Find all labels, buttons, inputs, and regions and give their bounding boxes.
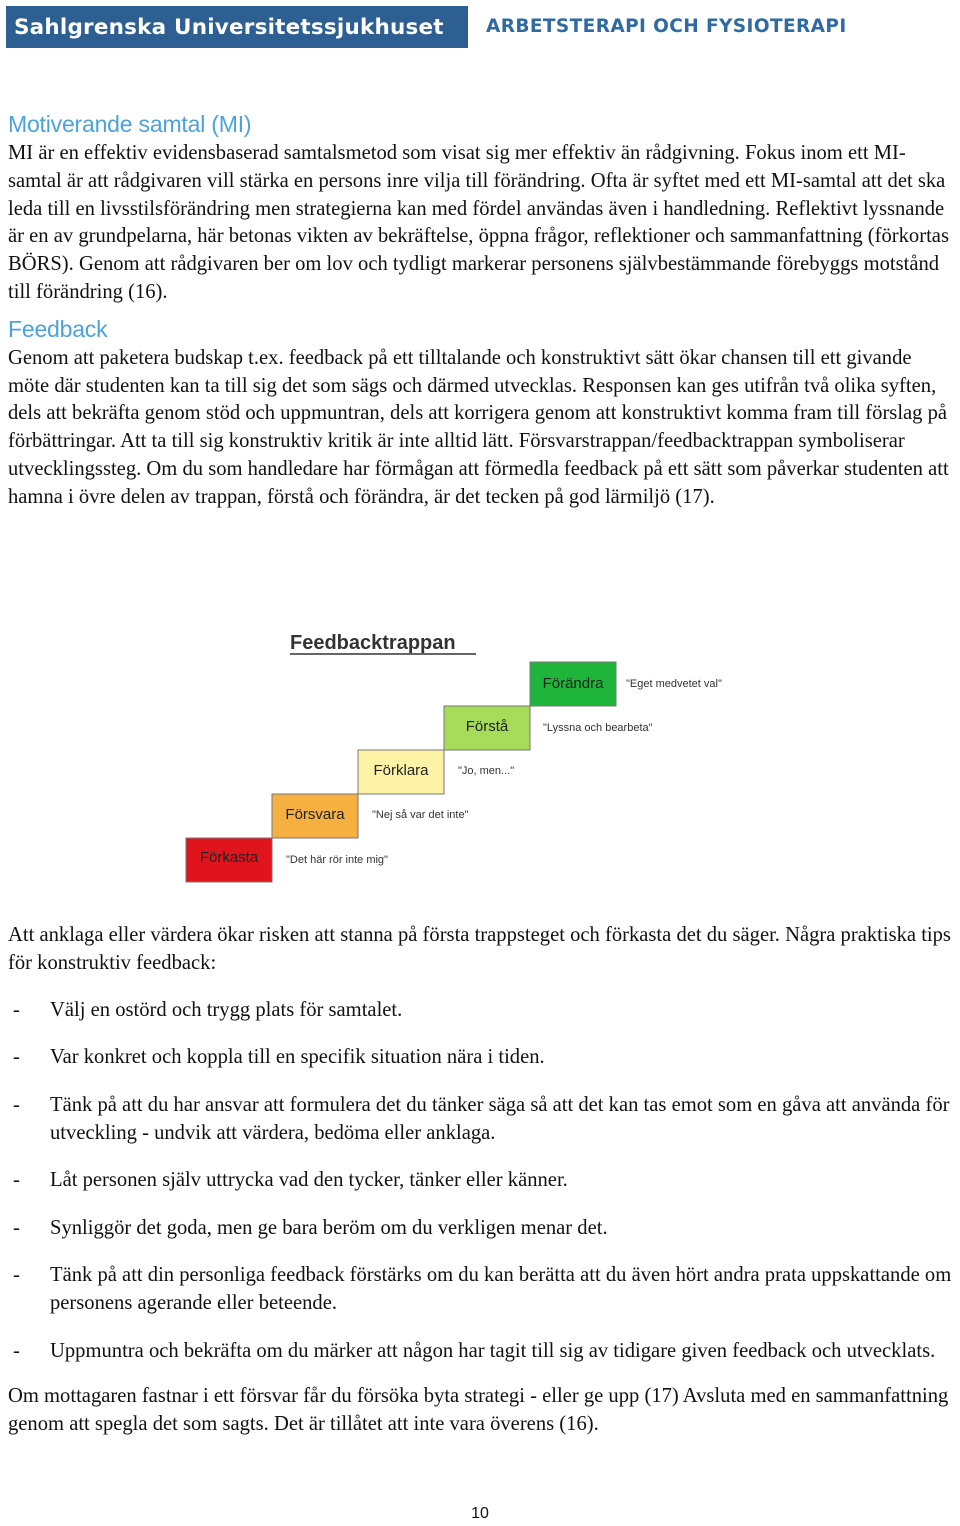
closing-paragraph: Om mottagaren fastnar i ett försvar får du försöka byta strategi - eller ge upp (17) Avsluta med en sammanfattning genom att spegla det som sagts. Det är tillåtet att inte vara överens (16). <box>8 1385 949 1436</box>
list-bullet: - <box>13 1046 20 1069</box>
tips-intro: Att anklaga eller värdera ökar risken att stanna på första trappsteget och förkasta det du säger. Några praktiska tips för konstruktiv feedback: <box>8 924 951 974</box>
list-bullet: - <box>13 1216 20 1239</box>
list-item <box>8 1092 954 1148</box>
list-item <box>8 1338 954 1366</box>
list-item <box>8 1215 954 1243</box>
list-item <box>8 1044 954 1072</box>
list-bullet: - <box>13 1264 20 1287</box>
department-name: ARBETSTERAPI OCH FYSIOTERAPI <box>486 16 847 37</box>
list-bullet: - <box>13 1339 20 1362</box>
tip-text: Låt personen själv uttrycka vad den tycker, tänker eller känner. <box>50 1169 568 1192</box>
tip-text: Tänk på att du har ansvar att formulera det du tänker säga så att det kan tas emot som en gåva att använda för utveckling - undvik att värdera, bedöma eller anklaga. <box>50 1093 950 1144</box>
step-quote-forkasta: "Det här rör inte mig" <box>286 854 388 866</box>
step-quote-forsta: "Lyssna och bearbeta" <box>543 722 653 734</box>
step-label-forklara: Förklara <box>373 762 429 779</box>
tips-section <box>8 922 954 1439</box>
mi-paragraph: MI är en effektiv evidensbaserad samtalsmetod som visat sig mer effektiv än rådgivning. Fokus inom ett MI-samtal är att rådgivaren vill stärka en persons inre vilja till förändring. Ofta är syftet med ett MI-samtal att det ska leda till en livsstilsförändring men strategierna kan med fördel användas även i handledning. Reflektivt lyssnande är en av grundpelarna, här betonas vikten av bekräftelse, öppna frågor, reflektioner och sammanfattning (förkortas BÖRS). Genom att rådgivaren ber om lov och tydligt markerar personens självbestämmande förebyggs motstånd till förändring (16). <box>8 142 949 303</box>
mi-heading: Motiverande samtal (MI) <box>8 111 252 137</box>
feedback-paragraph: Genom att paketera budskap t.ex. feedback på ett tilltalande och konstruktivt sätt ökar chansen till ett givande möte där studenten kan ta till sig det som sägs och därmed utvecklas. Responsen kan ges utifrån två olika syften, dels att bekräfta genom stöd och uppmuntran, dels att korrigera genom att konstruktivt komma fram till förslag på förbättringar. Att ta till sig konstruktiv kritik är inte alltid lätt. Försvarstrappan/feedbacktrappan symboliserar utvecklingssteg. Om du som handledare har förmågan att förmedla feedback på ett sätt som påverkar studenten att hamna i övre delen av trappan, förstå och förändra, är det tecken på god lärmiljö (17). <box>8 346 949 508</box>
page-number: 10 <box>471 1505 489 1522</box>
step-label-forsvara: Försvara <box>285 806 345 823</box>
tip-text: Synliggör det goda, men ge bara beröm om du verkligen menar det. <box>50 1216 608 1239</box>
step-quote-forandra: "Eget medvetet val" <box>626 678 722 690</box>
list-bullet: - <box>13 1169 20 1192</box>
list-item <box>8 1262 954 1318</box>
list-item <box>8 1167 954 1195</box>
hospital-name: Sahlgrenska Universitetssjukhuset <box>14 14 444 40</box>
tip-text: Välj en ostörd och trygg plats för samtalet. <box>50 998 403 1021</box>
figure-title: Feedbacktrappan <box>290 632 456 654</box>
main-content <box>8 108 954 512</box>
staircase-svg <box>0 620 960 890</box>
step-quote-forklara: "Jo, men..." <box>458 765 515 777</box>
tips-list <box>8 997 954 1366</box>
list-bullet: - <box>13 1093 20 1116</box>
feedback-heading: Feedback <box>8 315 108 342</box>
feedback-staircase-figure <box>0 620 960 890</box>
list-item <box>8 997 954 1025</box>
step-label-forsta: Förstå <box>465 718 509 735</box>
list-bullet: - <box>13 998 20 1021</box>
tip-text: Uppmuntra och bekräfta om du märker att någon har tagit till sig av tidigare given feedback och utvecklats. <box>50 1339 936 1362</box>
tip-text: Tänk på att din personliga feedback förstärks om du kan berätta att du även hört andra prata uppskattande om personens agerande eller beteende. <box>50 1264 952 1315</box>
tip-text: Var konkret och koppla till en specifik situation nära i tiden. <box>50 1046 545 1069</box>
step-quote-forsvara: "Nej så var det inte" <box>372 809 469 821</box>
hospital-banner <box>6 6 468 48</box>
step-label-forkasta: Förkasta <box>199 849 259 866</box>
step-label-forandra: Förändra <box>542 675 604 692</box>
